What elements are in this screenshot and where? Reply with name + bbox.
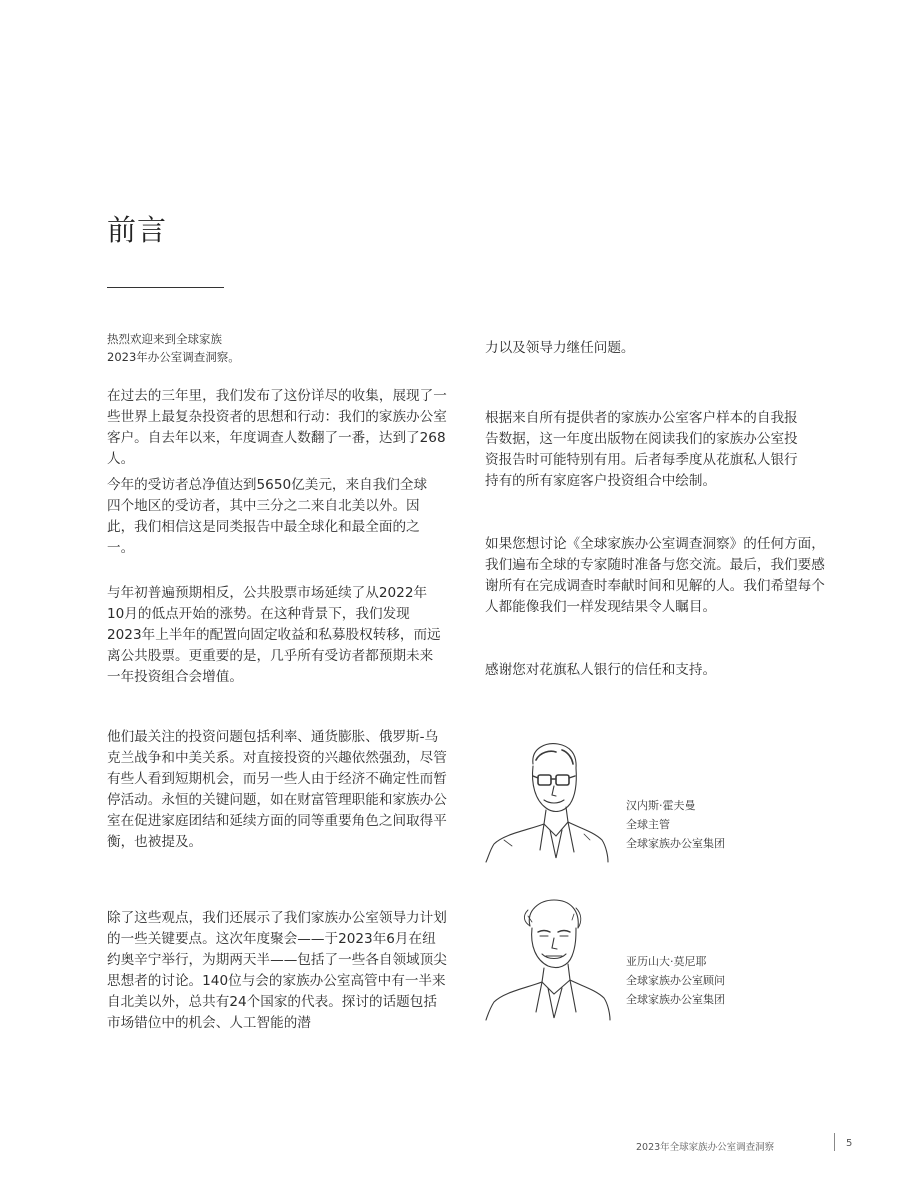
- intro-caption: [107, 330, 240, 366]
- signatory-2-org: 全球家族办公室集团: [626, 993, 725, 1006]
- body-paragraph-7: 根据来自所有提供者的家族办公室客户样本的自我报告数据，这一年度出版物在阅读我们的家族办公室投资报告时可能特别有用。后者每季度从花旗私人银行持有的所有家庭客户投资组合中绘制。: [485, 410, 798, 489]
- portrait-sketch-2: [484, 896, 614, 1024]
- signatory-1-org: 全球家族办公室集团: [626, 837, 725, 850]
- body-paragraph-5: 除了这些观点，我们还展示了我们家族办公室领导力计划的一些关键要点。这次年度聚会——于2023年6月在纽约奥辛宁举行，为期两天半——包括了一些各自领域顶尖思想者的讨论。140位与会的家族办公室高管中有一半来自北美以外，总共有24个国家的代表。探讨的话题包括市场错位中的机会、人工智能的潜: [107, 910, 447, 1031]
- signatory-2-name: 亚历山大·莫尼耶: [626, 955, 707, 968]
- body-paragraph-9: 感谢您对花旗私人银行的信任和支持。: [485, 662, 717, 678]
- signatory-2-role: 全球家族办公室顾问: [626, 974, 725, 987]
- page-title: 前言: [107, 213, 168, 247]
- signatory-1-role: 全球主管: [626, 818, 670, 831]
- intro-line-1: 热烈欢迎来到全球家族: [107, 332, 222, 346]
- body-paragraph-6: 力以及领导力继任问题。: [485, 340, 635, 356]
- body-paragraph-4: 他们最关注的投资问题包括利率、通货膨胀、俄罗斯-乌克兰战争和中美关系。对直接投资的兴趣依然强劲，尽管有些人看到短期机会，而另一些人由于经济不确定性而暂停活动。永恒的关键问题，如在财富管理职能和家族办公室在促进家庭团结和延续方面的同等重要角色之间取得平衡，也被提及。: [107, 729, 447, 850]
- signatory-2: [626, 952, 725, 1009]
- body-paragraph-2: 今年的受访者总净值达到5650亿美元，来自我们全球四个地区的受访者，其中三分之二来自北美以外。因此，我们相信这是同类报告中最全球化和最全面的之一。: [107, 477, 428, 556]
- portrait-sketch-1: [484, 740, 614, 868]
- footer-divider: [834, 1133, 835, 1151]
- signatory-1-name: 汉内斯·霍夫曼: [626, 799, 696, 812]
- intro-line-2: 2023年办公室调查洞察。: [107, 350, 240, 364]
- body-paragraph-8: 如果您想讨论《全球家族办公室调查洞察》的任何方面，我们遍布全球的专家随时准备与您交流。最后，我们要感谢所有在完成调查时奉献时间和见解的人。我们希望每个人都能像我们一样发现结果令人瞩目。: [485, 536, 825, 615]
- body-paragraph-3: 与年初普遍预期相反，公共股票市场延续了从2022年10月的低点开始的涨势。在这种背景下，我们发现2023年上半年的配置向固定收益和私募股权转移，而远离公共股票。更重要的是，几乎所有受访者都预期未来一年投资组合会增值。: [107, 585, 441, 685]
- footer-publication-title: 2023年全球家族办公室调查洞察: [636, 1142, 775, 1153]
- body-paragraph-1: 在过去的三年里，我们发布了这份详尽的收集，展现了一些世界上最复杂投资者的思想和行动：我们的家族办公室客户。自去年以来，年度调查人数翻了一番，达到了268人。: [107, 388, 447, 467]
- title-divider: [107, 287, 224, 288]
- page-number: 5: [846, 1138, 853, 1149]
- signatory-1: [626, 796, 725, 853]
